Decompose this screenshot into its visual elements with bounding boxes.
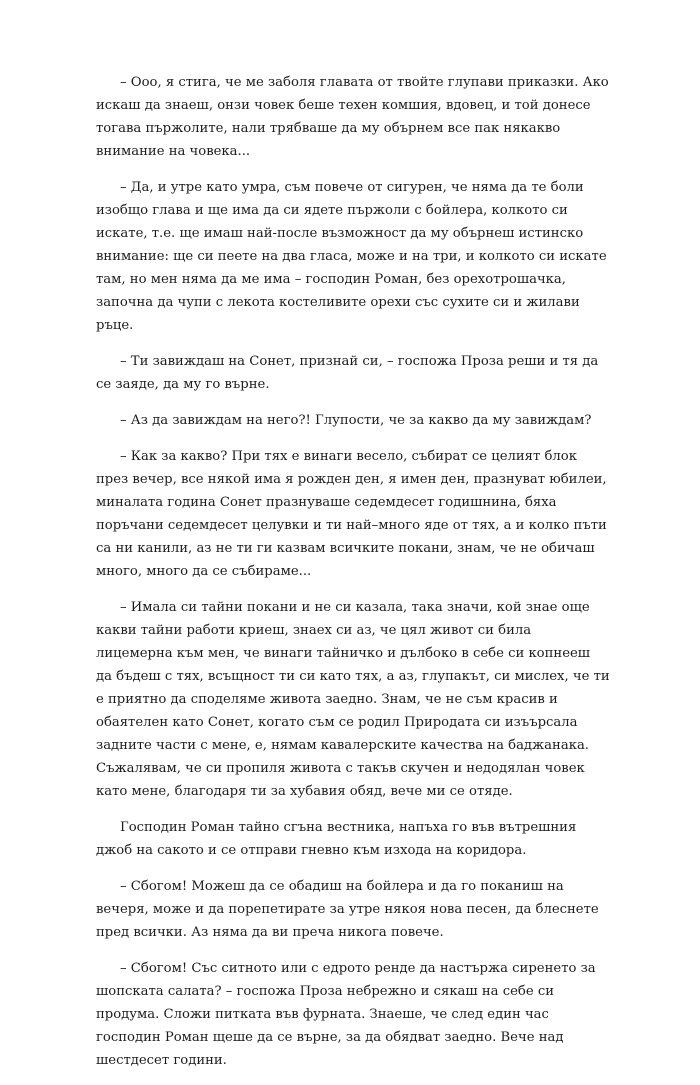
paragraph: – Ти завиждаш на Сонет, признай си, – госпожа Проза реши и тя да се заяде, да му го върне. (96, 354, 599, 392)
paragraph: – Аз да завиждам на него?! Глупости, че за какво да му завиждам? (120, 413, 592, 428)
paragraph: – Имала си тайни покани и не си казала, така значи, кой знае още какви тайни работи криеш, знаех си аз, че цял живот си била лицемерна към мен, че винаги тайничко и дълбоко в себе си копнееш да бъдеш с тях, всъщност ти си като тях, а аз, глупакът, си мислех, че ти е приятно да споделяме живота заедно. Знам, че не съм красив и обаятелен като Сонет, когато съм се родил Природата си изъърсала задните части с мене, е, нямам кавалерските качества на баджанака. Съжалявам, че си пропиля живота с такъв скучен и недодялан човек като мене, благодаря ти за хубавия обяд, вече ми се отяде. (96, 600, 610, 799)
paragraph: – Ооо, я стига, че ме заболя главата от твойте глупави приказки. Ако искаш да знаеш, онзи човек беше техен комшия, вдовец, и той донесе тогава пържолите, нали трябваше да му обърнем все пак някакво внимание на човека... (96, 75, 609, 159)
body-text (96, 71, 610, 1085)
paragraph: – Как за какво? При тях е винаги весело, събират се целият блок през вечер, все някой има я рожден ден, я имен ден, празнуват юбилеи, миналата година Сонет празнуваше седемдесет годишнина, бяха поръчани седемдесет целувки и ти най–много яде от тях, а и колко пъти са ни канили, аз не ти ги казвам всичките покани, знам, че не обичаш много, много да се събираме... (96, 449, 607, 579)
paragraph: – Да, и утре като умра, съм повече от сигурен, че няма да те боли изобщо глава и ще има да си ядете пържоли с бойлера, колкото си искате, т.е. ще имаш най-после възможност да му обърнеш истинско внимание: ще си пеете на два гласа, може и на три, и колкото си искате там, но мен няма да ме има – господин Роман, без орехотрошачка, започна да чупи с лекота костеливите орехи със сухите си и жилави ръце. (96, 180, 607, 333)
paragraph: – Сбогом! Със ситното или с едрото ренде да настържа сиренето за шопската салата? – госпожа Проза небрежно и сякаш на себе си продума. Сложи питката във фурната. Знаеше, че след един час господин Роман щеше да се върне, за да обядват заедно. Вече над шестдесет години. (96, 961, 596, 1068)
paragraph: Господин Роман тайно сгъна вестника, напъха го във вътрешния джоб на сакото и се отправи гневно към изхода на коридора. (96, 820, 577, 858)
paragraph: – Сбогом! Можеш да се обадиш на бойлера и да го поканиш на вечеря, може и да порепетирате за утре някоя нова песен, да блеснете пред всички. Аз няма да ви преча никога повече. (96, 879, 599, 940)
